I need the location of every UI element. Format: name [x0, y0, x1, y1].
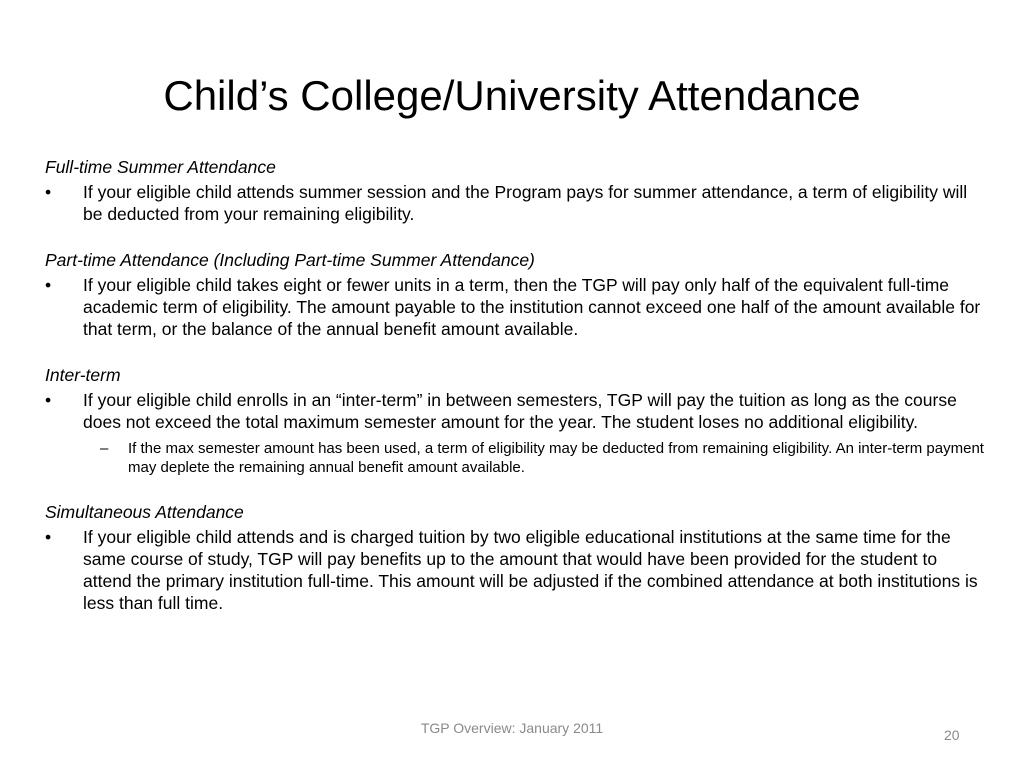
bullet-text: If your eligible child attends and is charged tuition by two eligible educational institutions at the same time for the same course of study, TGP will pay benefits up to the amount that would have been provided for the student to attend the primary institution full-time. This amount will be adjusted if the combined attendance at both institutions is less than full time. [83, 527, 978, 613]
sub-bullet-text: If the max semester amount has been used, a term of eligibility may be deducted from remaining eligibility. An inter-term payment may deplete the remaining annual benefit amount available. [128, 440, 984, 476]
section-heading: Simultaneous Attendance [45, 502, 244, 522]
section-heading: Inter-term [45, 365, 121, 385]
bullet-text: If your eligible child takes eight or fewer units in a term, then the TGP will pay only half of the equivalent full-time academic term of eligibility. The amount payable to the institution cannot exceed one half of the amount available for that term, or the balance of the annual benefit amount available. [83, 275, 981, 339]
dash-icon: – [100, 440, 109, 457]
bullet-item [45, 526, 985, 614]
section-part-time [45, 249, 985, 340]
slide-title: Child’s College/University Attendance [163, 72, 861, 119]
section-simultaneous [45, 501, 985, 614]
sub-bullet-item [45, 439, 985, 477]
bullet-icon: • [45, 527, 52, 547]
bullet-text: If your eligible child enrolls in an “inter-term” in between semesters, TGP will pay the tuition as long as the course does not exceed the total maximum semester amount for the year. The student loses no additional eligibility. [83, 390, 957, 432]
section-heading: Part-time Attendance (Including Part-time Summer Attendance) [45, 250, 535, 270]
section-full-time-summer [45, 156, 985, 225]
bullet-icon: • [45, 275, 52, 295]
bullet-item [45, 274, 985, 340]
bullet-text: If your eligible child attends summer session and the Program pays for summer attendance, a term of eligibility will be deducted from your remaining eligibility. [83, 182, 968, 224]
section-heading: Full-time Summer Attendance [45, 157, 276, 177]
bullet-item [45, 181, 985, 225]
page-number: 20 [944, 727, 960, 743]
bullet-icon: • [45, 182, 52, 202]
slide-footer: TGP Overview: January 2011 [420, 720, 604, 736]
bullet-icon: • [45, 390, 52, 410]
section-inter-term [45, 364, 985, 477]
slide-body [45, 156, 985, 638]
bullet-item [45, 389, 985, 433]
